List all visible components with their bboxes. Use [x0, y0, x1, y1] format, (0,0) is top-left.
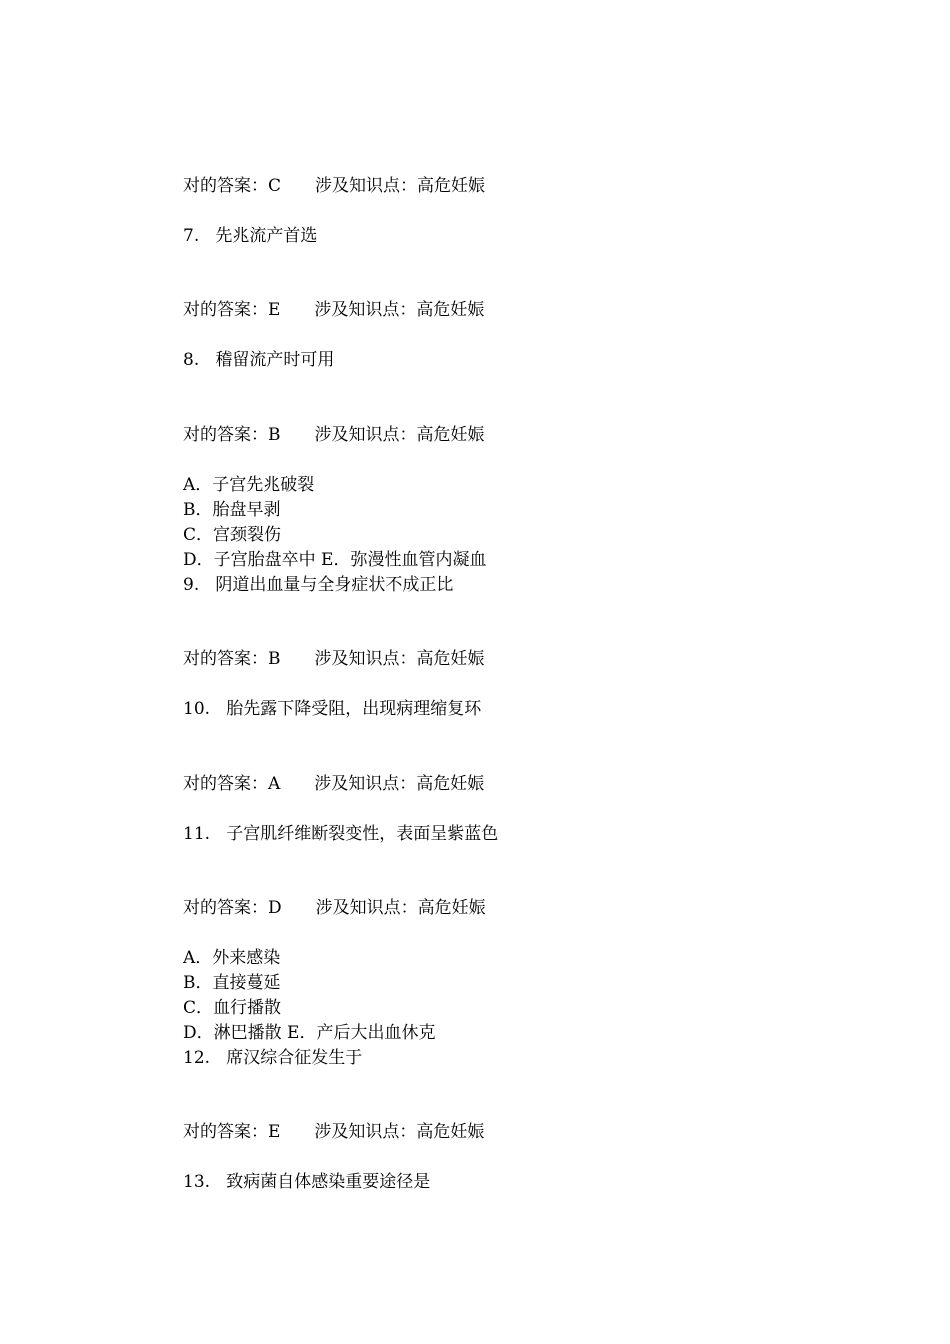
option-c: C．血行播散: [183, 998, 282, 1018]
option-c: C．宫颈裂伤: [183, 525, 282, 545]
answer-label: 对的答案：B: [183, 649, 281, 669]
answer-line: [183, 299, 484, 321]
option-b: B．胎盘早剥: [183, 500, 281, 520]
answer-label: 对的答案：A: [183, 774, 281, 794]
question-13: 13. 致病菌自体感染重要途径是: [183, 1172, 431, 1192]
topic-label: 涉及知识点：高危妊娠: [314, 1122, 485, 1142]
topic-label: 涉及知识点：高危妊娠: [314, 300, 485, 320]
question-11: 11. 子宫肌纤维断裂变性，表面呈紫蓝色: [183, 824, 499, 844]
question-12: 12. 席汉综合征发生于: [183, 1048, 363, 1068]
answer-label: 对的答案：E: [183, 300, 281, 320]
answer-line: [183, 424, 485, 446]
answer-label: 对的答案：C: [183, 176, 282, 196]
topic-label: 涉及知识点：高危妊娠: [314, 425, 485, 445]
answer-line: [183, 897, 486, 919]
question-10: 10. 胎先露下降受阻，出现病理缩复环: [183, 699, 482, 719]
answer-label: 对的答案：D: [183, 898, 282, 918]
topic-label: 涉及知识点：高危妊娠: [314, 649, 485, 669]
answer-line: [183, 175, 485, 197]
answer-line: [183, 1121, 484, 1143]
topic-label: 涉及知识点：高危妊娠: [315, 176, 486, 196]
option-b: B．直接蔓延: [183, 973, 281, 993]
option-d-e: D．子宫胎盘卒中 E．弥漫性血管内凝血: [183, 550, 487, 570]
answer-line: [183, 773, 484, 795]
question-9: 9. 阴道出血量与全身症状不成正比: [183, 575, 454, 595]
option-a: A．子宫先兆破裂: [183, 475, 315, 495]
option-a: A．外来感染: [183, 948, 281, 968]
answer-line: [183, 648, 485, 670]
topic-label: 涉及知识点：高危妊娠: [314, 774, 485, 794]
question-7: 7. 先兆流产首选: [183, 226, 318, 246]
topic-label: 涉及知识点：高危妊娠: [315, 898, 486, 918]
answer-label: 对的答案：B: [183, 425, 281, 445]
option-d-e: D．淋巴播散 E．产后大出血休克: [183, 1023, 436, 1043]
question-8: 8. 稽留流产时可用: [183, 350, 335, 370]
answer-label: 对的答案：E: [183, 1122, 281, 1142]
